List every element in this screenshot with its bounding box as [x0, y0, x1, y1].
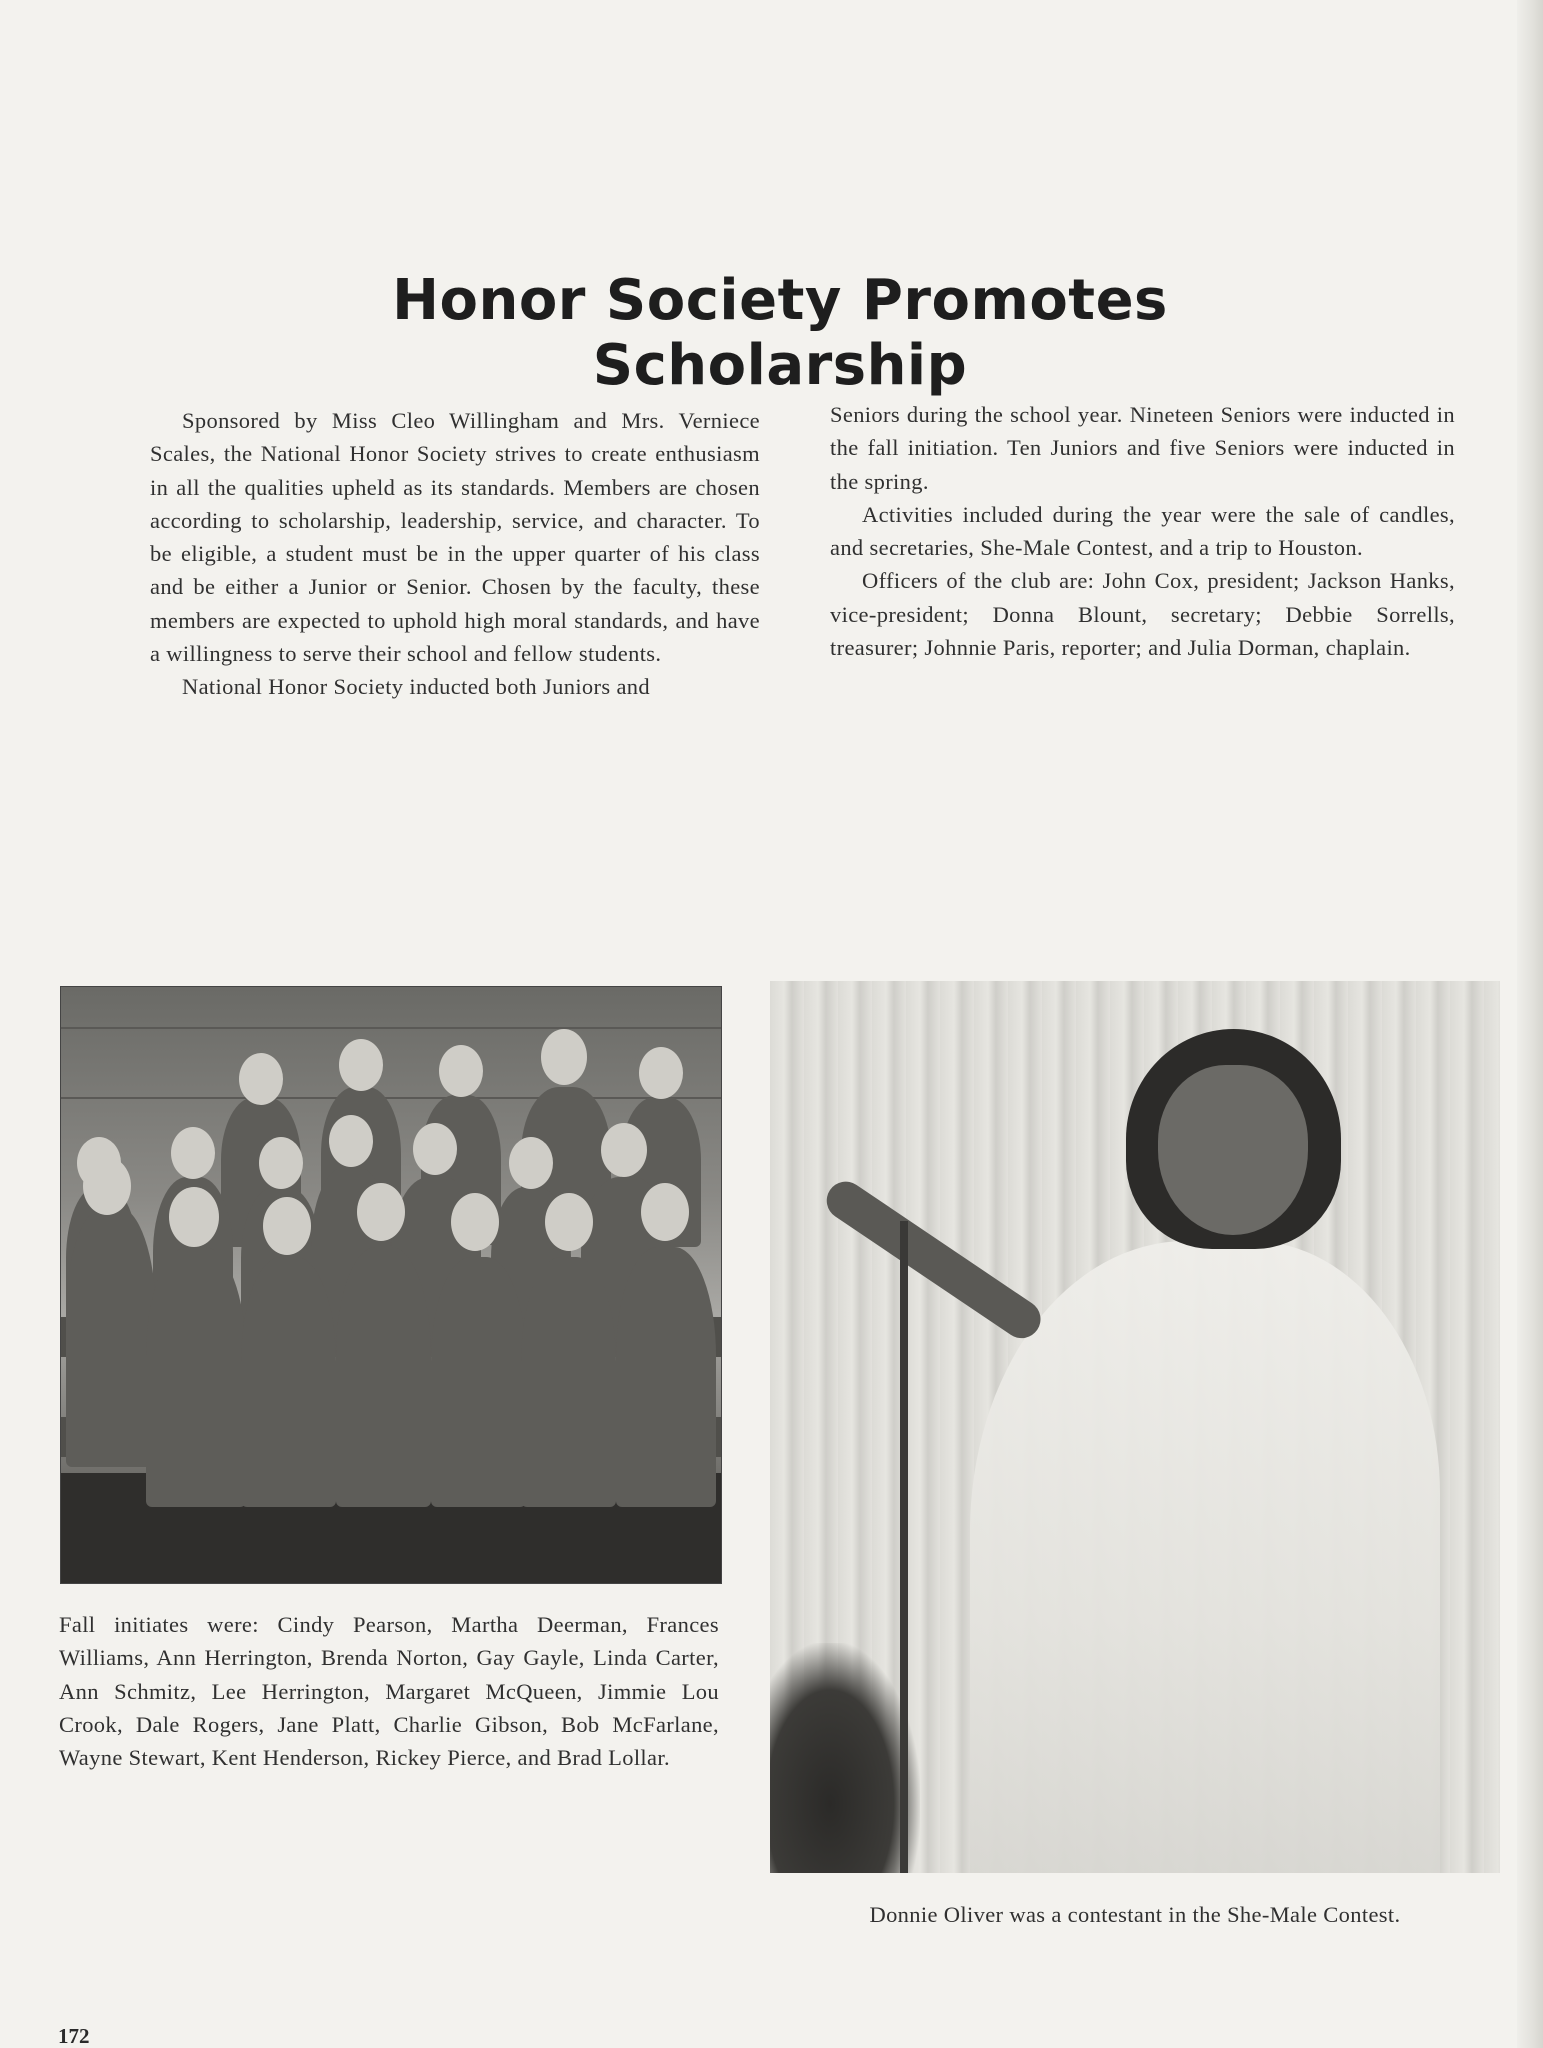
- photo-wall-line: [61, 1027, 721, 1029]
- photo-head: [413, 1123, 457, 1175]
- group-photo: [60, 986, 722, 1584]
- photo-head: [545, 1193, 593, 1251]
- photo-head: [83, 1157, 131, 1215]
- photo-head: [639, 1047, 683, 1099]
- article-paragraph: National Honor Society inducted both Juniors and: [182, 674, 650, 700]
- photo-figure: [521, 1257, 616, 1507]
- photo-figure: [616, 1247, 716, 1507]
- photo-figure: [66, 1207, 156, 1467]
- page-edge-shadow: [1517, 0, 1543, 2048]
- photo-figure: [241, 1257, 336, 1507]
- photo-head: [357, 1183, 405, 1241]
- article-paragraph: Sponsored by Miss Cleo Willingham and Mrs. Verniece Scales, the National Honor Society strives to create enthusiasm in all the qualities upheld as its standards. Members are chosen according to scholarship, leadership, service, and character. To be eligible, a student must be in the upper quarter of his class and be either a Junior or Senior. Chosen by the faculty, these members are expected to uphold high moral standards, and have a willingness to serve their school and fellow students.: [150, 408, 760, 667]
- article-paragraph: Activities included during the year were the sale of candles, and secretaries, She-Male Contest, and a trip to Houston.: [830, 501, 1455, 561]
- photo-head: [541, 1029, 587, 1085]
- stage-photo-caption: Donnie Oliver was a contestant in the She-Male Contest.: [869, 1902, 1401, 1927]
- photo-head: [169, 1187, 219, 1247]
- photo-head: [171, 1127, 215, 1179]
- article-left-column: [150, 404, 760, 704]
- stage-performance-photo: [770, 981, 1500, 1873]
- article-paragraph: Officers of the club are: John Cox, president; Jackson Hanks, vice-president; Donna Blount, secretary; Debbie Sorrells, treasurer; Johnnie Paris, reporter; and Julia Dorman, chaplain.: [830, 568, 1455, 661]
- page-number: 172: [58, 2024, 90, 2048]
- article-paragraph: Seniors during the school year. Nineteen Seniors were inducted in the fall initiation. Ten Juniors and five Seniors were inducted in the spring.: [830, 402, 1455, 494]
- photo-head: [509, 1137, 553, 1189]
- article-right-column: [830, 398, 1455, 664]
- photo-head: [451, 1193, 499, 1251]
- photo-face: [1158, 1065, 1308, 1235]
- photo-figure: [431, 1257, 526, 1507]
- photo-head: [263, 1197, 311, 1255]
- photo-head: [239, 1053, 283, 1105]
- photo-figure: [146, 1247, 246, 1507]
- photo-head: [641, 1183, 689, 1241]
- group-photo-caption: Fall initiates were: Cindy Pearson, Martha Deerman, Frances Williams, Ann Herrington, Brenda Norton, Gay Gayle, Linda Carter, Ann Schmitz, Lee Herrington, Margaret McQueen, Jimmie Lou Crook, Dale Rogers, Jane Platt, Charlie Gibson, Bob McFarlane, Wayne Stewart, Kent Henderson, Rickey Pierce, and Brad Lollar.: [59, 1612, 719, 1771]
- photo-head: [329, 1115, 373, 1167]
- photo-arm: [819, 1174, 1048, 1345]
- photo-head: [259, 1137, 303, 1189]
- photo-head: [439, 1045, 483, 1097]
- photo-head: [339, 1039, 383, 1091]
- photo-plant: [770, 1643, 920, 1873]
- page-headline: Honor Society Promotes Scholarship: [392, 268, 1168, 398]
- photo-head: [601, 1123, 647, 1177]
- photo-gown: [970, 1241, 1440, 1873]
- photo-wall-line: [61, 1097, 721, 1099]
- photo-figure: [336, 1247, 431, 1507]
